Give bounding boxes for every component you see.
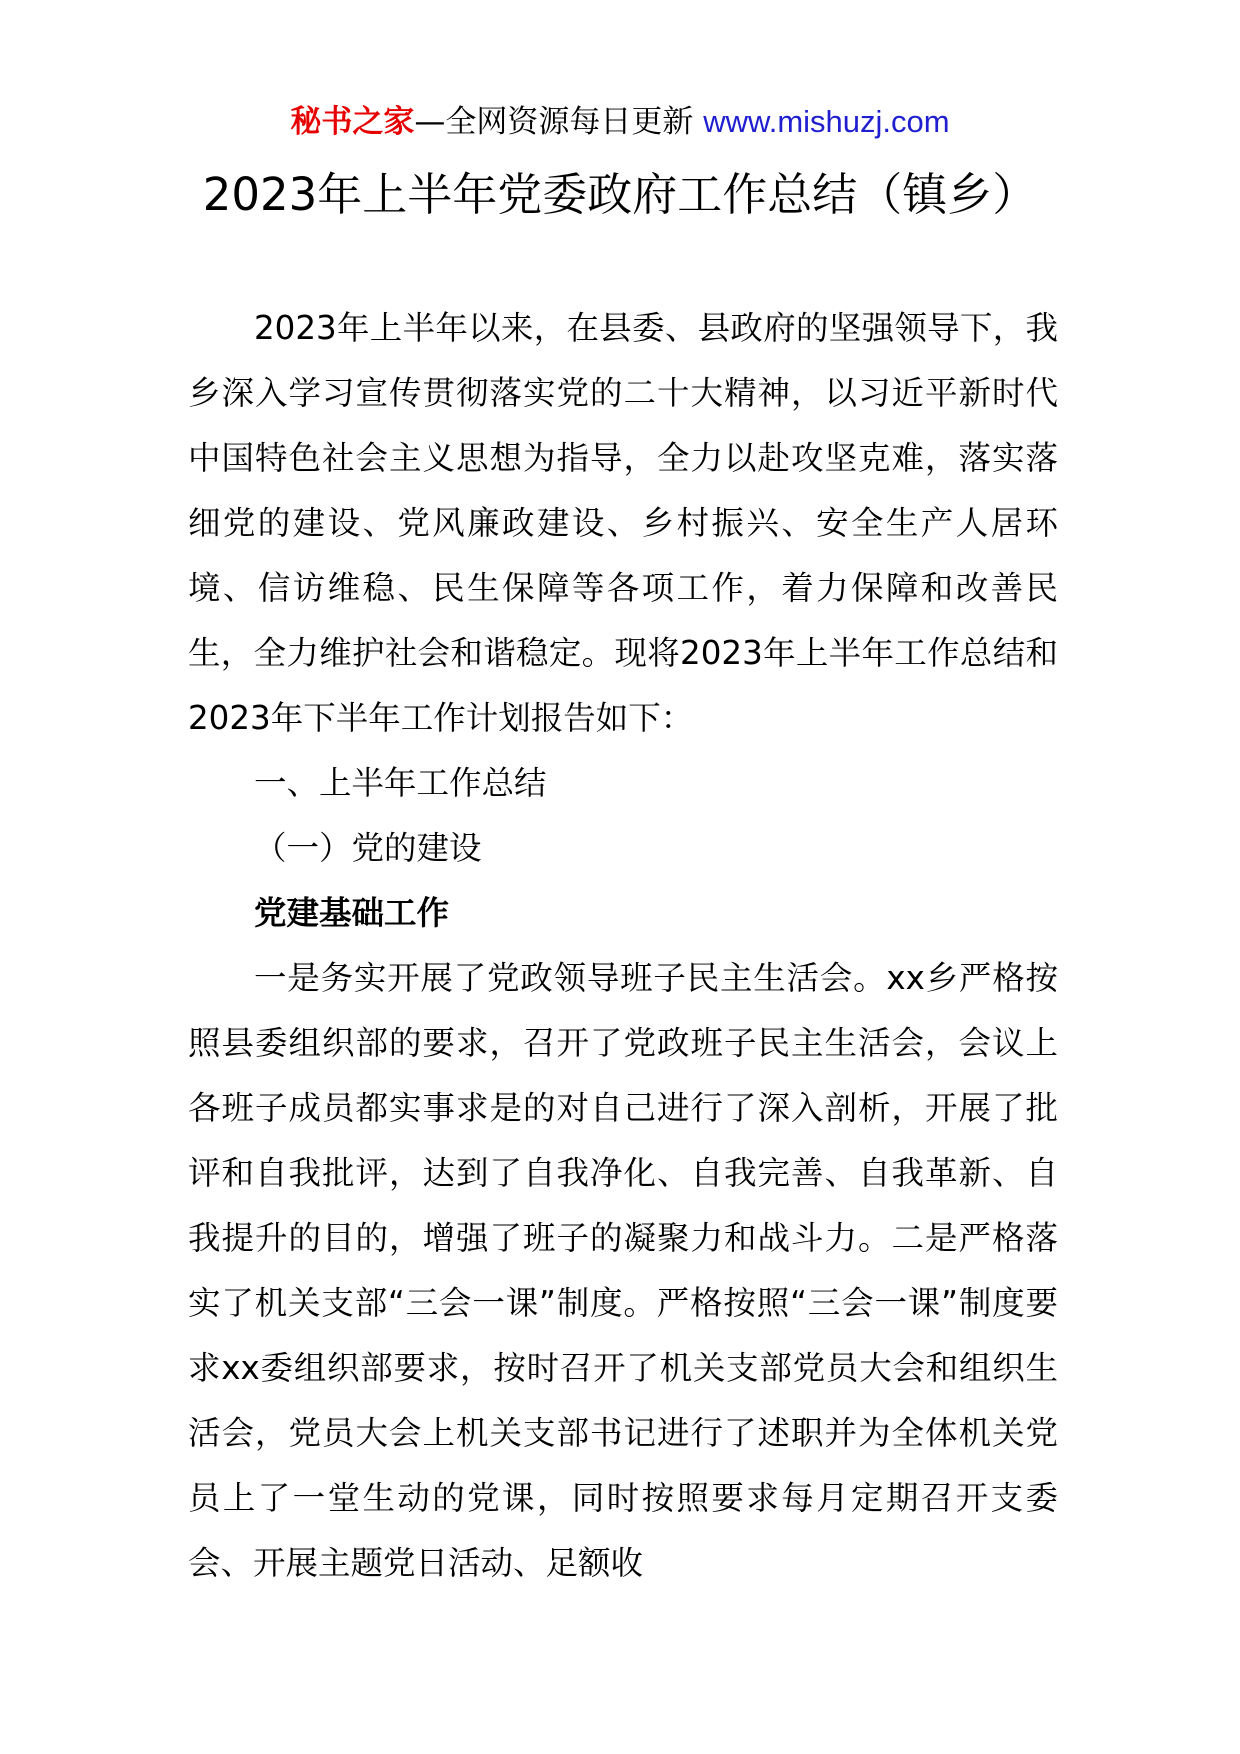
subsection-heading: （一）党的建设 [254, 829, 482, 867]
website-link[interactable]: www.mishuzj.com [703, 104, 950, 139]
intro-paragraph: 2023年上半年以来，在县委、县政府的坚强领导下，我乡深入学习宣传贯彻落实党的二十大精神，以习近平新时代中国特色社会主义思想为指导，全力以赴攻坚克难，落实落细党的建设、党风廉政建设、乡村振兴、安全生产人居环境、信访维稳、民生保障等各项工作，着力保障和改善民生，全力维护社会和谐稳定。现将2023年上半年工作总结和2023年下半年工作计划报告如下： [188, 309, 1058, 737]
document-title: 2023年上半年党委政府工作总结（镇乡） [202, 168, 1038, 221]
header-slogan: —全网资源每日更新 [414, 104, 694, 140]
document-body [188, 296, 1058, 1596]
brand-name: 秘书之家 [290, 104, 415, 140]
bold-subheading: 党建基础工作 [254, 894, 450, 932]
body-paragraph: 一是务实开展了党政领导班子民主生活会。xx乡严格按照县委组织部的要求，召开了党政班子民主生活会，会议上各班子成员都实事求是的对自己进行了深入剖析，开展了批评和自我批评，达到了自我净化、自我完善、自我革新、自我提升的目的，增强了班子的凝聚力和战斗力。二是严格落实了机关支部“三会一课”制度。严格按照“三会一课”制度要求xx委组织部要求，按时召开了机关支部党员大会和组织生活会，党员大会上机关支部书记进行了述职并为全体机关党员上了一堂生动的党课，同时按照要求每月定期召开支委会、开展主题党日活动、足额收 [188, 959, 1058, 1582]
document-header [0, 102, 1240, 142]
section-heading: 一、上半年工作总结 [254, 764, 547, 802]
